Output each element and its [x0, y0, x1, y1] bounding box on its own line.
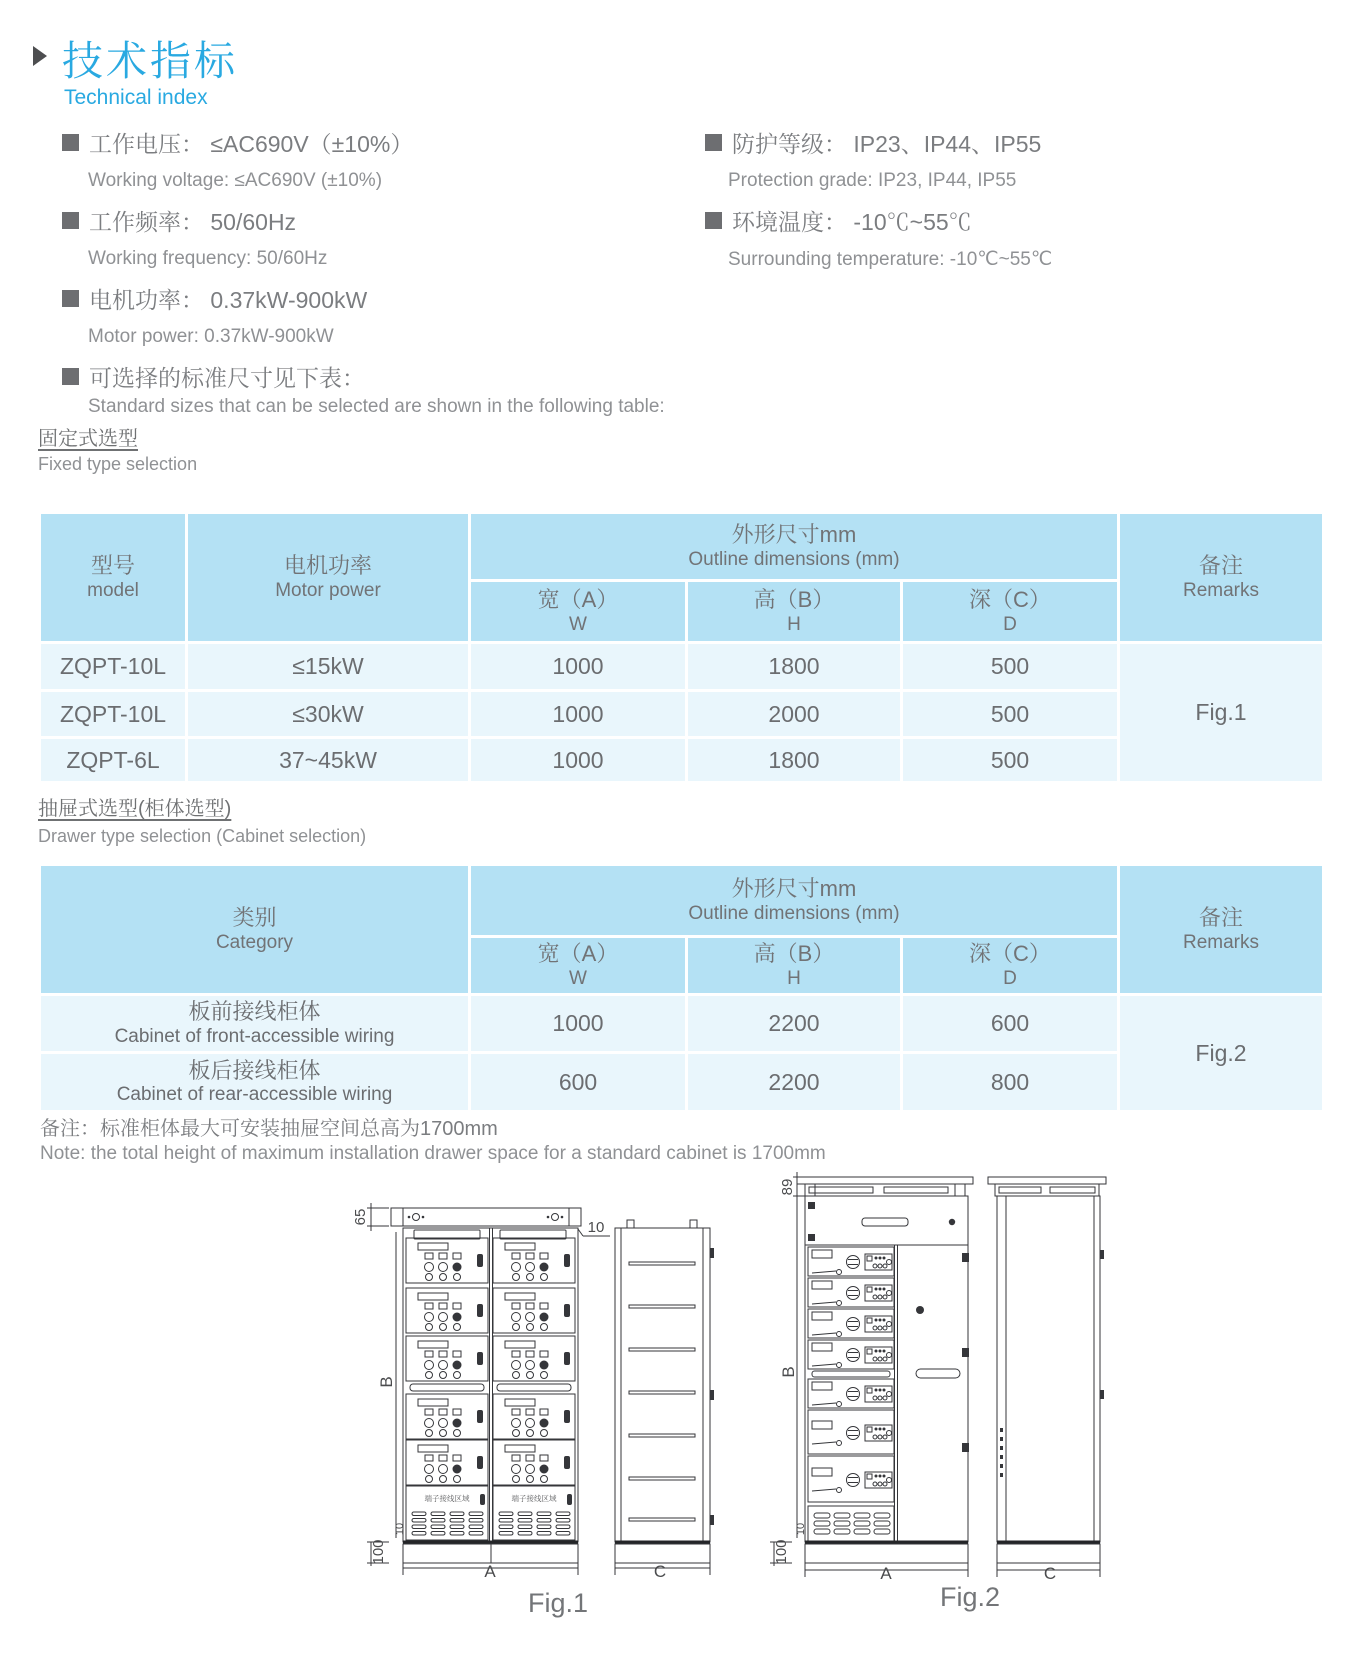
fig2-dim-100: 100: [773, 1539, 790, 1565]
cell-width: 1000: [470, 691, 687, 738]
header-zh: 宽（A）: [537, 941, 619, 967]
cell-category: [40, 995, 470, 1053]
col-header-width: [470, 581, 687, 643]
fig1-dim-65: 65: [352, 1208, 369, 1226]
fig2-side-view: [988, 1177, 1106, 1563]
col-header-model: [40, 513, 187, 643]
note-zh: 备注：标准柜体最大可安装抽屉空间总高为1700mm: [40, 1118, 498, 1140]
note-en: Note: the total height of maximum installation drawer space for a standard cabinet is 1700mm: [40, 1143, 826, 1164]
fig1-caption: Fig.1: [527, 1588, 589, 1618]
category-en: Cabinet of rear-accessible wiring: [116, 1084, 393, 1106]
header-en: H: [787, 613, 801, 635]
header-en: D: [1003, 613, 1017, 635]
fig2-drawing: [735, 1165, 1160, 1625]
header-en: D: [1003, 967, 1017, 989]
spec-working-voltage-en: Working voltage: ≤AC690V (±10%): [88, 170, 383, 191]
fig1-dim-10-top: 10: [587, 1219, 605, 1236]
spec-text: 工作电压： ≤AC690V（±10%）: [89, 131, 414, 157]
fig1-dim-10-small: 10: [394, 1522, 406, 1536]
cell-remark: Fig.2: [1119, 995, 1324, 1112]
fig1-side-view: [615, 1220, 714, 1563]
header-zh: 备注: [1198, 553, 1243, 579]
header-zh: 外形尺寸mm: [731, 522, 857, 548]
header-en: W: [569, 967, 587, 989]
table-row: [40, 995, 1324, 1053]
fixed-table-title-en: Fixed type selection: [38, 454, 198, 474]
fig1-dim-B: B: [377, 1376, 396, 1388]
header-en: Outline dimensions (mm): [688, 902, 900, 924]
fig2-dim-89: 89: [779, 1178, 796, 1196]
spec-text: 环境温度： -10℃~55℃: [732, 209, 972, 235]
drawer-table-title-en: Drawer type selection (Cabinet selection): [38, 826, 367, 846]
fig2-caption: Fig.2: [939, 1582, 1001, 1612]
header-en: model: [87, 579, 139, 601]
bullet-square-icon: [62, 134, 79, 151]
fixed-table-title-zh: 固定式选型: [38, 428, 138, 450]
cell-model: ZQPT-10L: [40, 643, 187, 691]
cell-width: 1000: [470, 643, 687, 691]
cell-height: 1800: [687, 643, 902, 691]
bullet-square-icon: [62, 290, 79, 307]
drawer-table-title-zh: 抽屉式选型(柜体选型): [38, 798, 232, 820]
fig1-dim-C: C: [653, 1562, 667, 1581]
cell-category: [40, 1053, 470, 1112]
fig1-drawing: 端子接线区域 65 10 B 100 10 A C Fig.1: [330, 1180, 740, 1625]
fig2-dim-B: B: [779, 1366, 798, 1378]
bullet-square-icon: [62, 368, 79, 385]
cell-width: 600: [470, 1053, 687, 1112]
header-zh: 型号: [90, 553, 135, 579]
section-arrow-icon: [33, 46, 47, 66]
fig2-dim-A: A: [880, 1564, 892, 1583]
header-zh: 电机功率: [283, 553, 372, 579]
cell-depth: 800: [902, 1053, 1119, 1112]
spec-ambient-temperature-zh: [705, 204, 972, 237]
fig1-front-view: [391, 1208, 581, 1563]
spec-text: 工作频率： 50/60Hz: [89, 209, 297, 235]
header-zh: 宽（A）: [537, 587, 619, 613]
header-en: Remarks: [1182, 931, 1259, 953]
spec-sizes-intro-en: Standard sizes that can be selected are shown in the following table:: [88, 396, 665, 417]
cell-width: 1000: [470, 995, 687, 1053]
header-en: Category: [215, 931, 294, 953]
spec-protection-grade-en: Protection grade: IP23, IP44, IP55: [728, 170, 1017, 191]
fig2-dim-C: C: [1043, 1564, 1057, 1583]
header-en: Remarks: [1182, 579, 1259, 601]
header-en: W: [569, 613, 587, 635]
header-en: Outline dimensions (mm): [688, 548, 900, 570]
cell-depth: 500: [902, 643, 1119, 691]
col-header-remarks: [1119, 865, 1324, 995]
col-header-height: [687, 581, 902, 643]
page-title: 技术指标: [62, 38, 238, 84]
col-header-motor-power: [187, 513, 470, 643]
col-header-depth: [902, 581, 1119, 643]
spec-protection-grade-zh: [705, 126, 1041, 159]
col-header-width: [470, 937, 687, 995]
spec-ambient-temperature-en: Surrounding temperature: -10℃~55℃: [728, 249, 1053, 270]
header-zh: 高（B）: [753, 941, 835, 967]
header-zh: 深（C）: [969, 587, 1051, 613]
header-zh: 深（C）: [969, 941, 1051, 967]
cell-height: 1800: [687, 738, 902, 783]
spec-working-frequency-zh: [62, 204, 296, 237]
cell-width: 1000: [470, 738, 687, 783]
category-en: Cabinet of front-accessible wiring: [114, 1025, 395, 1047]
spec-motor-power-zh: [62, 282, 367, 315]
cell-power: ≤15kW: [187, 643, 470, 691]
cell-depth: 600: [902, 995, 1119, 1053]
cell-height: 2200: [687, 995, 902, 1053]
header-zh: 外形尺寸mm: [731, 876, 857, 902]
category-zh: 板前接线柜体: [188, 999, 321, 1025]
bullet-square-icon: [62, 212, 79, 229]
spec-text: 电机功率： 0.37kW-900kW: [89, 287, 368, 313]
page-subtitle: Technical index: [64, 86, 208, 109]
col-header-height: [687, 937, 902, 995]
drawer-table: [38, 863, 1325, 1113]
spec-sizes-intro-zh: [62, 360, 365, 393]
col-header-remarks: [1119, 513, 1324, 643]
fig2-dim-10-small: 10: [795, 1522, 807, 1536]
col-header-outline-dimensions: [470, 513, 1119, 581]
cell-remark: Fig.1: [1119, 643, 1324, 783]
col-header-outline-dimensions: [470, 865, 1119, 937]
cell-model: ZQPT-10L: [40, 691, 187, 738]
spec-text: 可选择的标准尺寸见下表：: [89, 365, 365, 391]
spec-text: 防护等级： IP23、IP44、IP55: [732, 131, 1042, 157]
spec-working-voltage-zh: [62, 126, 413, 159]
header-en: Motor power: [275, 579, 381, 601]
header-zh: 类别: [232, 905, 277, 931]
cell-power: ≤30kW: [187, 691, 470, 738]
bullet-square-icon: [705, 134, 722, 151]
fig1-dim-A: A: [484, 1562, 496, 1581]
cell-power: 37~45kW: [187, 738, 470, 783]
header-zh: 高（B）: [753, 587, 835, 613]
fig2-front-view: [797, 1177, 973, 1563]
col-header-depth: [902, 937, 1119, 995]
table-row: [40, 643, 1324, 691]
cell-depth: 500: [902, 738, 1119, 783]
header-en: H: [787, 967, 801, 989]
spec-motor-power-en: Motor power: 0.37kW-900kW: [88, 326, 334, 347]
fixed-table: [38, 511, 1325, 784]
header-zh: 备注: [1198, 905, 1243, 931]
cell-model: ZQPT-6L: [40, 738, 187, 783]
bullet-square-icon: [705, 212, 722, 229]
fig1-dim-100: 100: [370, 1539, 387, 1565]
col-header-category: [40, 865, 470, 995]
spec-working-frequency-en: Working frequency: 50/60Hz: [88, 248, 328, 269]
category-zh: 板后接线柜体: [188, 1057, 321, 1083]
cell-height: 2000: [687, 691, 902, 738]
cell-height: 2200: [687, 1053, 902, 1112]
cell-depth: 500: [902, 691, 1119, 738]
